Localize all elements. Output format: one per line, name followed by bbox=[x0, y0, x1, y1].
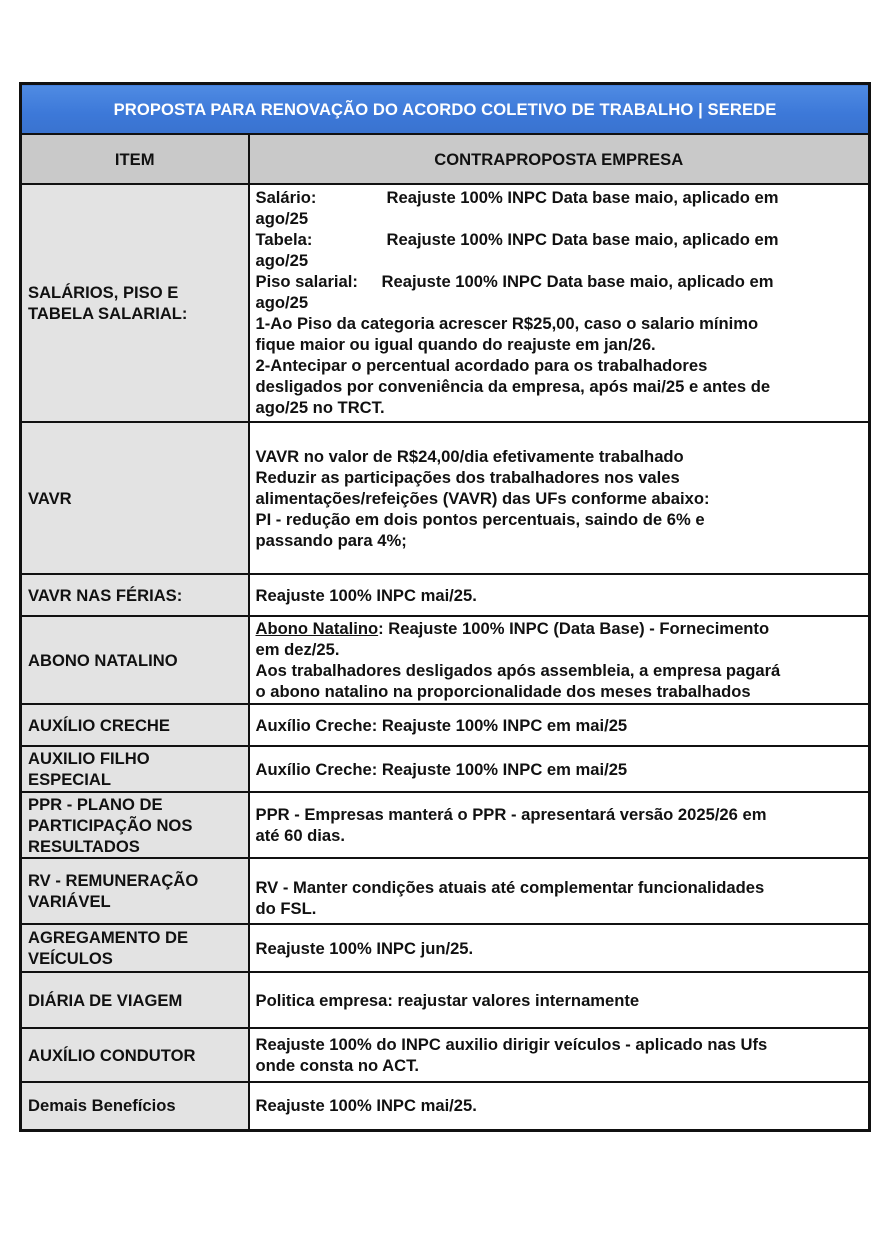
content-line: Politica empresa: reajustar valores internamente bbox=[255, 990, 640, 1010]
content-line: RV - Manter condições atuais até complementar funcionalidades bbox=[255, 878, 765, 897]
abono-rest: : Reajuste 100% INPC (Data Base) - Fornecimento bbox=[378, 619, 770, 638]
content-line: 2-Antecipar o percentual acordado para os trabalhadores bbox=[255, 356, 708, 375]
item-cell bbox=[21, 574, 249, 616]
item-cell bbox=[21, 422, 249, 574]
item-label: Demais Benefícios bbox=[28, 1096, 176, 1116]
table-row bbox=[21, 972, 870, 1028]
item-label: AUXÍLIO CONDUTOR bbox=[28, 1045, 196, 1065]
item-cell bbox=[21, 704, 249, 746]
abono-underlined: Abono Natalino bbox=[255, 619, 379, 638]
content-line: PI - redução em dois pontos percentuais, saindo de 6% e bbox=[255, 509, 705, 529]
content-cell bbox=[249, 792, 870, 858]
table-row bbox=[21, 616, 870, 704]
item-cell bbox=[21, 1028, 249, 1082]
content-line bbox=[256, 229, 863, 250]
content-cell bbox=[249, 704, 870, 746]
content-cell bbox=[249, 184, 870, 422]
item-cell bbox=[21, 924, 249, 972]
item-label: AGREGAMENTO DE bbox=[28, 928, 189, 947]
item-cell bbox=[21, 616, 249, 704]
table-title: PROPOSTA PARA RENOVAÇÃO DO ACORDO COLETIVO DE TRABALHO | SEREDE bbox=[21, 84, 870, 135]
table-row bbox=[21, 422, 870, 574]
content-line: Reajuste 100% INPC mai/25. bbox=[255, 585, 477, 605]
table-row bbox=[21, 924, 870, 972]
piso-text: Reajuste 100% INPC Data base maio, aplicado em bbox=[381, 272, 774, 291]
item-cell bbox=[21, 972, 249, 1028]
table-row bbox=[21, 792, 870, 858]
item-label: AUXILIO FILHO bbox=[28, 749, 150, 768]
content-line: em dez/25. bbox=[255, 640, 340, 659]
content-cell bbox=[249, 1028, 870, 1082]
content-line: Reduzir as participações dos trabalhadores nos vales bbox=[255, 467, 680, 487]
content-line: do FSL. bbox=[255, 899, 317, 918]
content-cell bbox=[249, 924, 870, 972]
content-cell bbox=[249, 422, 870, 574]
table-row bbox=[21, 704, 870, 746]
item-cell bbox=[21, 746, 249, 792]
content-line: Reajuste 100% do INPC auxilio dirigir veículos - aplicado nas Ufs bbox=[255, 1035, 768, 1054]
content-cell bbox=[249, 1082, 870, 1130]
content-line bbox=[256, 271, 863, 292]
item-label: RESULTADOS bbox=[28, 836, 140, 856]
item-label: ABONO NATALINO bbox=[28, 650, 178, 670]
content-line: alimentações/refeições (VAVR) das UFs conforme abaixo: bbox=[255, 488, 710, 508]
item-cell bbox=[21, 1082, 249, 1130]
item-label: RV - REMUNERAÇÃO bbox=[28, 871, 199, 890]
content-cell bbox=[249, 616, 870, 704]
item-cell bbox=[21, 184, 249, 422]
content-cell bbox=[249, 858, 870, 924]
table-row bbox=[21, 746, 870, 792]
content-cell bbox=[249, 574, 870, 616]
item-cell bbox=[21, 858, 249, 924]
content-line: fique maior ou igual quando do reajuste em jan/26. bbox=[255, 335, 656, 354]
content-line: desligados por conveniência da empresa, após mai/25 e antes de bbox=[255, 377, 771, 396]
item-label: AUXÍLIO CRECHE bbox=[28, 715, 170, 735]
item-label: VEÍCULOS bbox=[28, 949, 113, 968]
item-label: SALÁRIOS, PISO E bbox=[28, 283, 179, 302]
table-row bbox=[21, 574, 870, 616]
item-label: VAVR bbox=[28, 488, 72, 508]
item-label: DIÁRIA DE VIAGEM bbox=[28, 990, 183, 1010]
item-label: PARTICIPAÇÃO NOS bbox=[28, 815, 193, 835]
content-line: o abono natalino na proporcionalidade dos meses trabalhados bbox=[255, 682, 751, 701]
item-label: TABELA SALARIAL: bbox=[28, 304, 188, 323]
header-proposal: CONTRAPROPOSTA EMPRESA bbox=[249, 134, 870, 184]
content-line: ago/25 bbox=[255, 209, 309, 228]
tabela-text: Reajuste 100% INPC Data base maio, aplicado em bbox=[386, 230, 779, 249]
item-cell bbox=[21, 792, 249, 858]
item-label: ESPECIAL bbox=[28, 770, 111, 789]
content-line: onde consta no ACT. bbox=[255, 1056, 419, 1075]
content-line: até 60 dias. bbox=[255, 826, 345, 845]
item-label: PPR - PLANO DE bbox=[28, 794, 163, 814]
content-line: ago/25 no TRCT. bbox=[255, 398, 385, 417]
content-line: Auxílio Creche: Reajuste 100% INPC em mai/25 bbox=[255, 715, 628, 735]
header-row bbox=[21, 134, 870, 184]
content-line: Aos trabalhadores desligados após assembleia, a empresa pagará bbox=[255, 661, 781, 680]
table-row bbox=[21, 1028, 870, 1082]
item-label: VAVR NAS FÉRIAS: bbox=[28, 585, 183, 605]
item-label: VARIÁVEL bbox=[28, 892, 111, 911]
content-line: ago/25 bbox=[255, 293, 309, 312]
table-row bbox=[21, 1082, 870, 1130]
proposal-table bbox=[19, 82, 871, 1132]
content-line: PPR - Empresas manterá o PPR - apresentará versão 2025/26 em bbox=[255, 805, 767, 824]
content-line bbox=[256, 618, 863, 639]
content-line: passando para 4%; bbox=[255, 530, 407, 550]
salario-text: Reajuste 100% INPC Data base maio, aplicado em bbox=[386, 188, 779, 207]
content-cell bbox=[249, 746, 870, 792]
content-line bbox=[256, 187, 863, 208]
content-line: ago/25 bbox=[255, 251, 309, 270]
header-item: ITEM bbox=[21, 134, 249, 184]
content-line: VAVR no valor de R$24,00/dia efetivamente trabalhado bbox=[255, 446, 684, 466]
content-line: Auxílio Creche: Reajuste 100% INPC em mai/25 bbox=[255, 759, 628, 779]
title-row bbox=[21, 84, 870, 135]
piso-label: Piso salarial: bbox=[255, 272, 358, 291]
table-row bbox=[21, 184, 870, 422]
tabela-label: Tabela: bbox=[255, 230, 313, 249]
content-line: Reajuste 100% INPC mai/25. bbox=[255, 1096, 477, 1116]
content-cell bbox=[249, 972, 870, 1028]
salario-label: Salário: bbox=[255, 188, 317, 207]
content-line: 1-Ao Piso da categoria acrescer R$25,00, caso o salario mínimo bbox=[255, 314, 759, 333]
content-line: Reajuste 100% INPC jun/25. bbox=[255, 938, 474, 958]
table-row bbox=[21, 858, 870, 924]
